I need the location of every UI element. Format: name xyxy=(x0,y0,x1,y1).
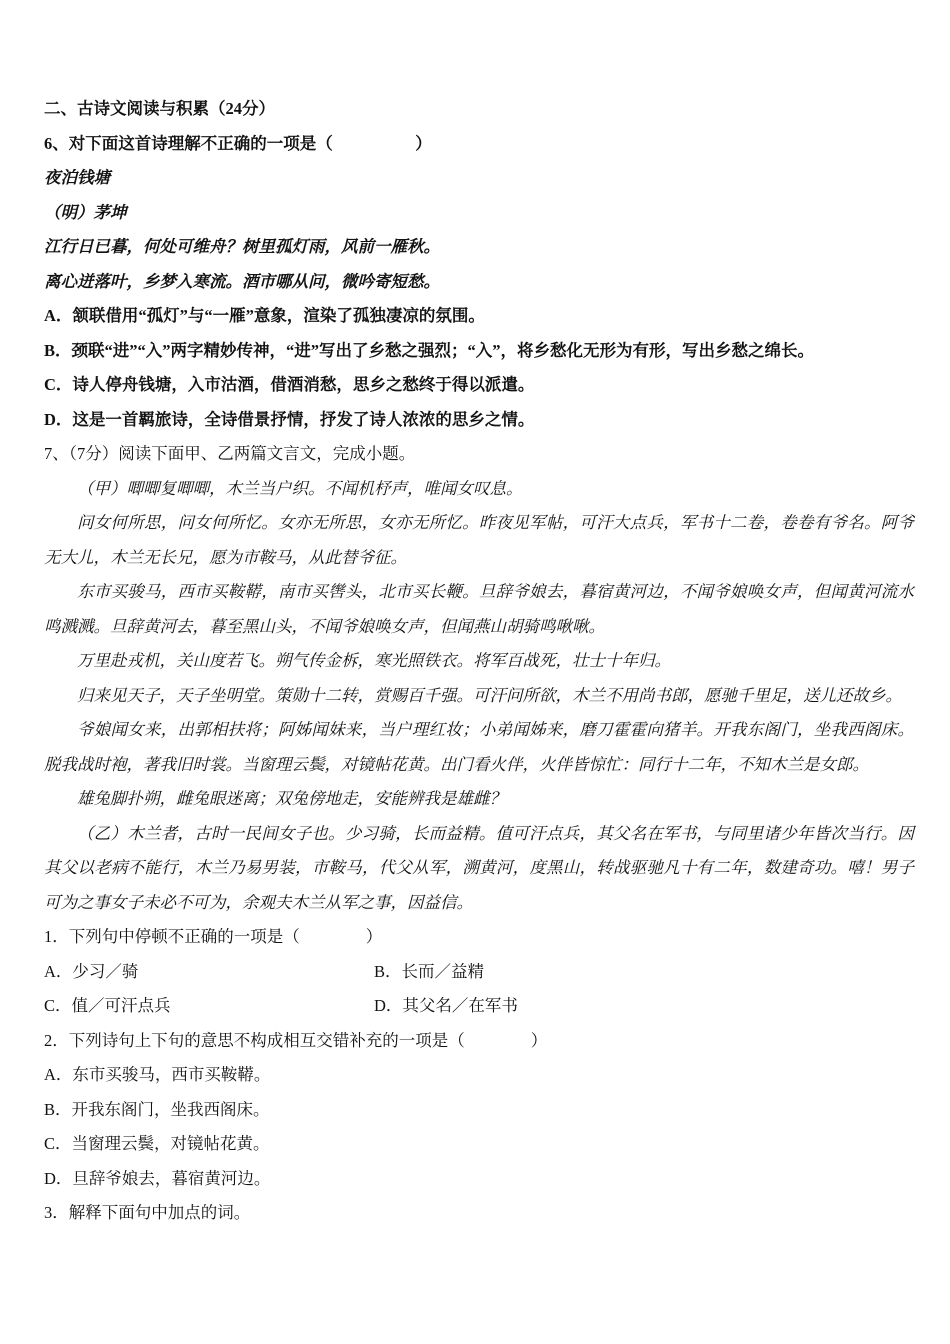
q7-sub1-options-row-1 xyxy=(44,955,914,990)
q7-prompt: 7、（7分）阅读下面甲、乙两篇文言文，完成小题。 xyxy=(44,444,416,463)
q6-poem-line-1: 江行日已暮，何处可维舟？树里孤灯雨，风前一雁秋。 xyxy=(44,237,440,256)
q7-sub1-option-c: C．值／可汗点兵 xyxy=(44,996,171,1015)
q7-sub2-option-a: A．东市买骏马，西市买鞍鞯。 xyxy=(44,1065,271,1084)
q7-sub3-prompt: 3．解释下面句中加点的词。 xyxy=(44,1203,251,1222)
q7-sub1-prompt: 1．下列句中停顿不正确的一项是（ ） xyxy=(44,927,383,946)
q6-poem-line-2: 离心迸落叶，乡梦入寒流。酒市哪从问，微吟寄短愁。 xyxy=(44,271,440,291)
q6-poem-author: （明）茅坤 xyxy=(44,202,127,222)
q6-option-a: A．颔联借用“孤灯”与“一雁”意象，渲染了孤独凄凉的氛围。 xyxy=(44,306,485,325)
q7-sub2-option-b: B．开我东阁门，坐我西阁床。 xyxy=(44,1099,270,1119)
q6-prompt: 6、对下面这首诗理解不正确的一项是（ ） xyxy=(44,133,432,153)
section-heading: 二、古诗文阅读与积累（24分） xyxy=(44,99,275,118)
q7-jia-paragraph-4: 万里赴戎机，关山度若飞。朔气传金柝，寒光照铁衣。将军百战死，壮士十年归。 xyxy=(77,651,671,670)
q7-sub1-option-d: D．其父名／在军书 xyxy=(374,996,518,1015)
q6-option-d: D．这是一首羁旅诗，全诗借景抒情，抒发了诗人浓浓的思乡之情。 xyxy=(44,409,535,429)
q7-jia-paragraph-1: （甲）唧唧复唧唧，木兰当户织。不闻机杼声，唯闻女叹息。 xyxy=(77,478,523,498)
q6-option-c: C．诗人停舟钱塘，入市沽酒，借酒消愁，思乡之愁终于得以派遣。 xyxy=(44,375,535,394)
q7-sub2-option-d: D．旦辞爷娘去，暮宿黄河边。 xyxy=(44,1168,271,1188)
q7-yi-paragraph: （乙）木兰者，古时一民间女子也。少习骑，长而益精。值可汗点兵，其父名在军书，与同里诸少年皆次当行。因其父以老病不能行，木兰乃易男装，市鞍马，代父从军，溯黄河，度黑山，转战驱驰凡十有二年，数建奇功。嘻！男子可为之事女子未必不可为，余观夫木兰从军之事，因益信。 xyxy=(44,823,914,912)
q7-sub2-option-c: C．当窗理云鬓，对镜帖花黄。 xyxy=(44,1134,270,1153)
q7-jia-paragraph-2: 问女何所思，问女何所忆。女亦无所思，女亦无所忆。昨夜见军帖，可汗大点兵，军书十二卷，卷卷有爷名。阿爷无大儿，木兰无长兄，愿为市鞍马，从此替爷征。 xyxy=(44,513,914,567)
q7-jia-paragraph-7: 雄兔脚扑朔，雌兔眼迷离；双兔傍地走，安能辨我是雄雌？ xyxy=(77,789,506,808)
q7-jia-paragraph-3: 东市买骏马，西市买鞍鞯，南市买辔头，北市买长鞭。旦辞爷娘去，暮宿黄河边，不闻爷娘唤女声，但闻黄河流水鸣溅溅。旦辞黄河去，暮至黑山头，不闻爷娘唤女声，但闻燕山胡骑鸣啾啾。 xyxy=(44,582,914,636)
q6-poem-title: 夜泊钱塘 xyxy=(44,168,110,187)
q7-jia-paragraph-6: 爷娘闻女来，出郭相扶将；阿姊闻妹来，当户理红妆；小弟闻姊来，磨刀霍霍向猪羊。开我东阁门，坐我西阁床。脱我战时袍，著我旧时裳。当窗理云鬓，对镜帖花黄。出门看火伴，火伴皆惊忙：同行十二年，不知木兰是女郎。 xyxy=(44,720,914,774)
q7-sub1-option-a: A．少习／骑 xyxy=(44,961,139,981)
q7-sub1-option-b: B．长而／益精 xyxy=(374,961,485,981)
q7-sub2-prompt: 2．下列诗句上下句的意思不构成相互交错补充的一项是（ ） xyxy=(44,1030,548,1050)
q7-jia-paragraph-5: 归来见天子，天子坐明堂。策勋十二转，赏赐百千强。可汗问所欲，木兰不用尚书郎，愿驰千里足，送儿还故乡。 xyxy=(77,685,902,705)
q7-sub1-options-row-2 xyxy=(44,989,914,1024)
q6-option-b: B．颈联“进”“入”两字精妙传神，“进”写出了乡愁之强烈；“入”，将乡愁化无形为有形，写出乡愁之绵长。 xyxy=(44,340,815,360)
